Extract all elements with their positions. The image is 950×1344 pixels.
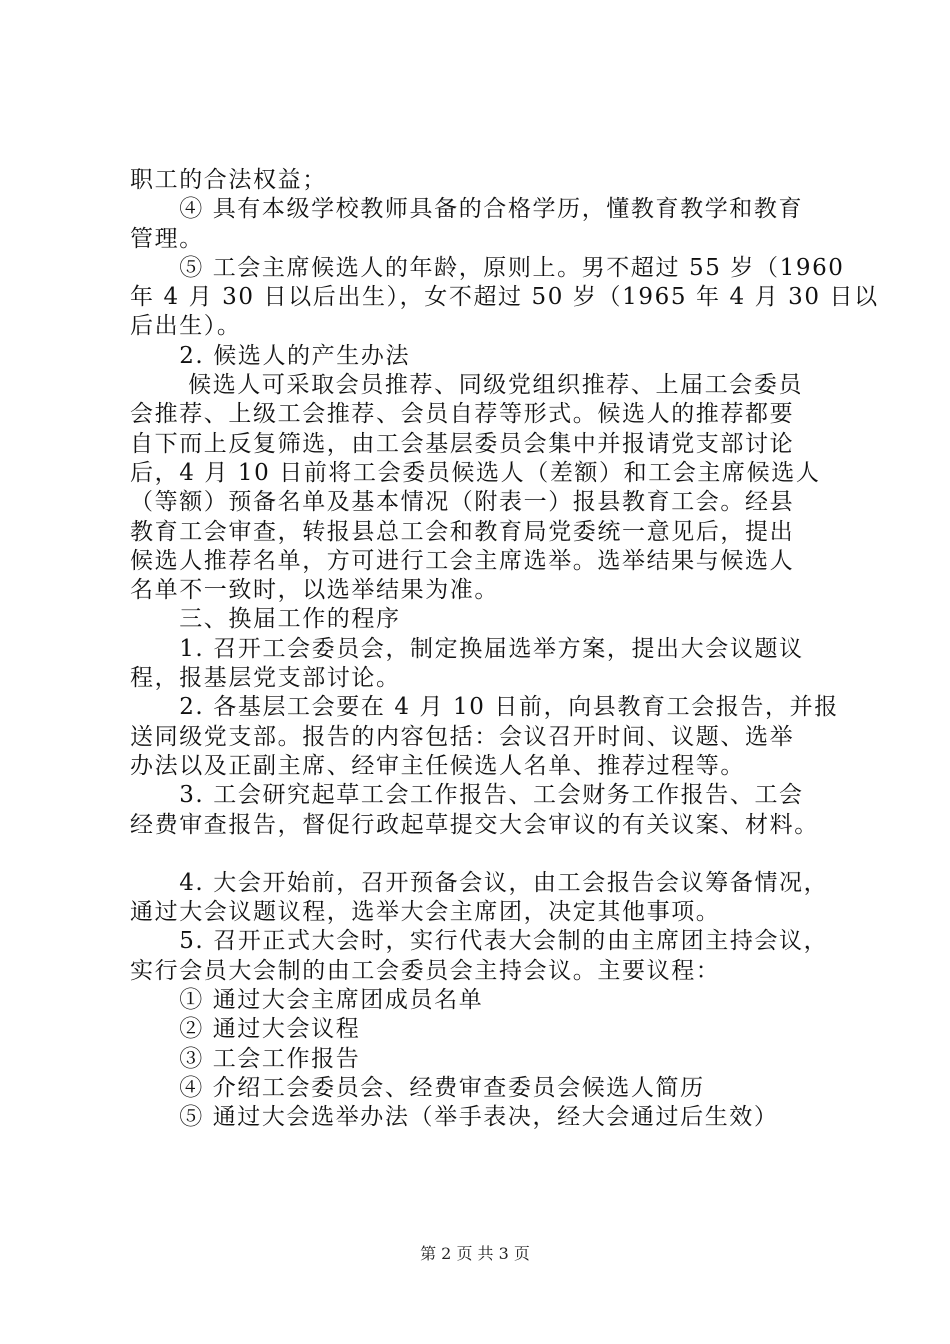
text-line: 3. 工会研究起草工会工作报告、工会财务工作报告、工会 [130, 782, 804, 809]
text-line: ⑤ 工会主席候选人的年龄，原则上。男不超过 55 岁（1960 [130, 254, 845, 281]
text-line: 教育工会审查，转报县总工会和教育局党委统一意见后，提出 [130, 518, 795, 545]
list-item: ⑤ 通过大会选举办法（举手表决，经大会通过后生效） [130, 1104, 779, 1131]
text-line: 会推荐、上级工会推荐、会员自荐等形式。候选人的推荐都要 [130, 401, 795, 428]
text-line: 通过大会议题议程，选举大会主席团，决定其他事项。 [130, 899, 721, 926]
document-body [130, 166, 879, 1133]
text-line: ④ 具有本级学校教师具备的合格学历，懂教育教学和教育 [130, 196, 804, 223]
text-line: 候选人推荐名单，方可进行工会主席选举。选举结果与候选人 [130, 547, 795, 574]
text-line: 管理。 [130, 225, 204, 252]
section-heading: 三、换届工作的程序 [130, 606, 401, 633]
text-line: 名单不一致时，以选举结果为准。 [130, 577, 499, 604]
list-item: ③ 工会工作报告 [130, 1045, 361, 1072]
text-line: （等额）预备名单及基本情况（附表一）报县教育工会。经县 [130, 489, 795, 516]
text-line: 程，报基层党支部讨论。 [130, 665, 401, 692]
paragraph-gap [130, 840, 830, 869]
text-line: 后出生）。 [130, 313, 242, 340]
text-line: 自下而上反复筛选，由工会基层委员会集中并报请党支部讨论 [130, 430, 795, 457]
list-item: ② 通过大会议程 [130, 1016, 361, 1043]
text-line: 1. 召开工会委员会，制定换届选举方案，提出大会议题议 [130, 635, 804, 662]
section-heading: 2. 候选人的产生办法 [130, 342, 411, 369]
text-line: 送同级党支部。报告的内容包括：会议召开时间、议题、选举 [130, 723, 795, 750]
text-line: 职工的合法权益； [130, 167, 327, 193]
text-line: 经费审查报告，督促行政起草提交大会审议的有关议案、材料。 [130, 811, 819, 838]
page-number-footer: 第 2 页 共 3 页 [420, 1244, 530, 1263]
text-line: 5. 召开正式大会时，实行代表大会制的由主席团主持会议， [130, 928, 829, 955]
text-line: 后，4 月 10 日前将工会委员候选人（差额）和工会主席候选人 [130, 459, 821, 486]
list-item: ④ 介绍工会委员会、经费审查委员会候选人简历 [130, 1074, 705, 1101]
text-line: 候选人可采取会员推荐、同级党组织推荐、上届工会委员 [130, 372, 804, 399]
text-line: 2. 各基层工会要在 4 月 10 日前，向县教育工会报告，并报 [130, 694, 839, 721]
text-line: 办法以及正副主席、经审主任候选人名单、推荐过程等。 [130, 752, 745, 779]
list-item: ① 通过大会主席团成员名单 [130, 987, 484, 1014]
text-line: 4. 大会开始前，召开预备会议，由工会报告会议筹备情况， [130, 869, 829, 896]
text-line: 年 4 月 30 日以后出生），女不超过 50 岁（1965 年 4 月 30 日以 [130, 284, 879, 311]
text-line: 实行会员大会制的由工会委员会主持会议。主要议程： [130, 957, 721, 984]
